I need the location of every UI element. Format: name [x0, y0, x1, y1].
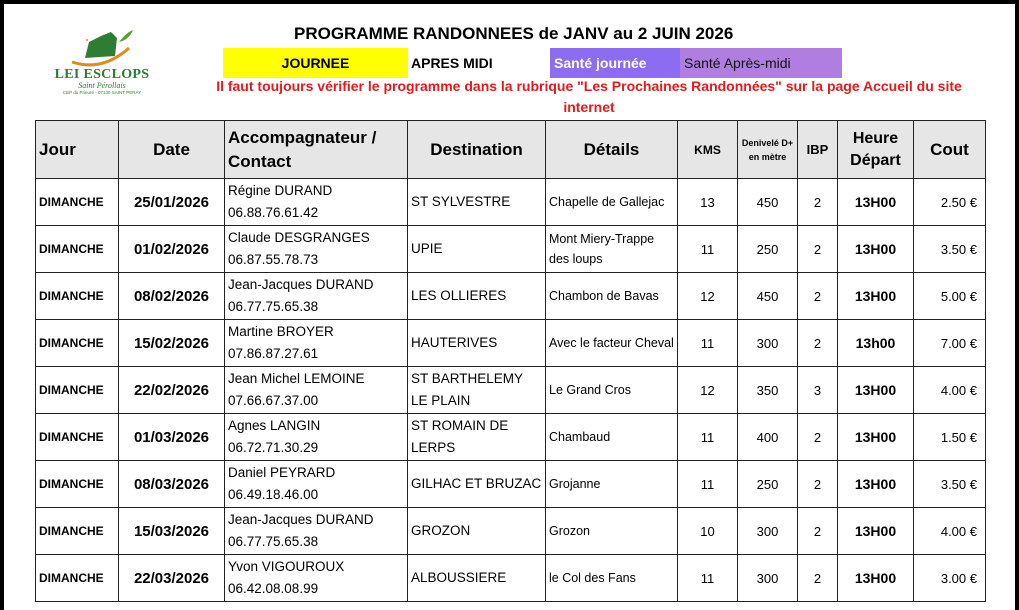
table-row — [36, 414, 986, 461]
table-row — [36, 273, 986, 320]
cout-cell: 7.00 € — [914, 320, 986, 367]
header-date: Date — [119, 121, 225, 179]
contact-name: Régine DURAND — [228, 183, 333, 198]
accompagnateur-cell — [225, 461, 408, 508]
date-cell: 25/01/2026 — [119, 179, 225, 226]
contact-phone: 07.86.87.27.61 — [228, 346, 319, 361]
heure-cell: 13H00 — [838, 367, 914, 414]
header-jour: Jour — [36, 121, 119, 179]
contact-phone: 06.42.08.08.99 — [228, 581, 319, 596]
header-ibp: IBP — [798, 121, 838, 179]
details-cell: Le Grand Cros — [546, 367, 678, 414]
hike-schedule-table — [35, 120, 986, 602]
jour-cell: DIMANCHE — [36, 508, 119, 555]
page-title: PROGRAMME RANDONNEES de JANV au 2 JUIN 2026 — [294, 24, 734, 43]
cout-cell: 3.50 € — [914, 226, 986, 273]
cout-cell: 1.50 € — [914, 414, 986, 461]
accompagnateur-cell — [225, 414, 408, 461]
contact-name: Jean Michel LEMOINE — [228, 371, 365, 386]
destination-cell: HAUTERIVES — [408, 320, 546, 367]
contact-name: Agnes LANGIN — [228, 418, 321, 433]
destination-cell: UPIE — [408, 226, 546, 273]
heure-cell: 13H00 — [838, 226, 914, 273]
club-logo — [42, 28, 162, 103]
contact-name: Yvon VIGOUROUX — [228, 559, 345, 574]
contact-phone: 06.77.75.65.38 — [228, 299, 319, 314]
contact-phone: 06.77.75.65.38 — [228, 534, 319, 549]
table-row — [36, 555, 986, 602]
cout-cell: 2.50 € — [914, 179, 986, 226]
date-cell: 08/02/2026 — [119, 273, 225, 320]
heure-cell: 13H00 — [838, 179, 914, 226]
details-cell: Mont Miery-Trappe des loups — [546, 226, 678, 273]
kms-cell: 13 — [678, 179, 738, 226]
logo-address: CEP du Prieuré - 07130 SAINT PERAY — [62, 90, 142, 95]
kms-cell: 11 — [678, 555, 738, 602]
destination-cell: GILHAC ET BRUZAC — [408, 461, 546, 508]
contact-name: Claude DESGRANGES — [228, 230, 370, 245]
legend-journee: JOURNEE — [223, 48, 408, 78]
jour-cell: DIMANCHE — [36, 367, 119, 414]
heure-cell: 13H00 — [838, 414, 914, 461]
table-row — [36, 179, 986, 226]
denivele-cell: 450 — [738, 273, 798, 320]
ibp-cell: 2 — [798, 414, 838, 461]
denivele-cell: 300 — [738, 320, 798, 367]
table-row — [36, 508, 986, 555]
warning-notice: Il faut toujours vérifier le programme dans la rubrique "Les Prochaines Randonnées" sur la page Accueil du site internet — [216, 78, 962, 115]
jour-cell: DIMANCHE — [36, 414, 119, 461]
kms-cell: 12 — [678, 273, 738, 320]
accompagnateur-cell — [225, 179, 408, 226]
details-cell: Grojanne — [546, 461, 678, 508]
destination-cell: LES OLLIERES — [408, 273, 546, 320]
table-row — [36, 367, 986, 414]
denivele-cell: 250 — [738, 226, 798, 273]
denivele-cell: 300 — [738, 555, 798, 602]
logo-subtitle: Saint Pérollais — [78, 81, 126, 90]
jour-cell: DIMANCHE — [36, 461, 119, 508]
jour-cell: DIMANCHE — [36, 226, 119, 273]
details-cell: Chapelle de Gallejac — [546, 179, 678, 226]
date-cell: 08/03/2026 — [119, 461, 225, 508]
details-cell: le Col des Fans — [546, 555, 678, 602]
heure-cell: 13H00 — [838, 555, 914, 602]
heure-cell: 13H00 — [838, 273, 914, 320]
ibp-cell: 2 — [798, 461, 838, 508]
date-cell: 22/03/2026 — [119, 555, 225, 602]
date-cell: 15/02/2026 — [119, 320, 225, 367]
kms-cell: 11 — [678, 414, 738, 461]
header-denivele: Denivelé D+ en mètre — [738, 121, 798, 179]
ibp-cell: 2 — [798, 179, 838, 226]
details-cell: Grozon — [546, 508, 678, 555]
table-row — [36, 226, 986, 273]
details-cell: Chambaud — [546, 414, 678, 461]
date-cell: 22/02/2026 — [119, 367, 225, 414]
destination-cell: ST SYLVESTRE — [408, 179, 546, 226]
heure-cell: 13H00 — [838, 461, 914, 508]
cout-cell: 4.00 € — [914, 367, 986, 414]
header-heure-depart: Heure Départ — [838, 121, 914, 179]
legend-sante-journee: Santé journée — [550, 48, 680, 78]
cout-cell: 3.50 € — [914, 461, 986, 508]
logo-name: LEI ESCLOPS — [54, 67, 150, 82]
contact-phone: 07.66.67.37.00 — [228, 393, 319, 408]
destination-cell: ST BARTHELEMY LE PLAIN — [408, 367, 546, 414]
cout-cell: 5.00 € — [914, 273, 986, 320]
kms-cell: 11 — [678, 320, 738, 367]
kms-cell: 11 — [678, 226, 738, 273]
contact-phone: 06.49.18.46.00 — [228, 487, 319, 502]
document-page — [4, 4, 1015, 610]
heure-cell: 13h00 — [838, 320, 914, 367]
date-cell: 01/02/2026 — [119, 226, 225, 273]
destination-cell: ST ROMAIN DE LERPS — [408, 414, 546, 461]
denivele-cell: 250 — [738, 461, 798, 508]
destination-cell: GROZON — [408, 508, 546, 555]
legend-sante-apres-midi: Santé Après-midi — [680, 48, 842, 78]
kms-cell: 11 — [678, 461, 738, 508]
contact-name: Jean-Jacques DURAND — [228, 512, 374, 527]
accompagnateur-cell — [225, 226, 408, 273]
jour-cell: DIMANCHE — [36, 555, 119, 602]
hikers-logo-icon — [67, 28, 137, 68]
contact-phone: 06.88.76.61.42 — [228, 205, 319, 220]
contact-name: Daniel PEYRARD — [228, 465, 336, 480]
date-cell: 01/03/2026 — [119, 414, 225, 461]
contact-name: Martine BROYER — [228, 324, 334, 339]
table-row — [36, 320, 986, 367]
accompagnateur-cell — [225, 508, 408, 555]
header-kms: KMS — [678, 121, 738, 179]
cout-cell: 3.00 € — [914, 555, 986, 602]
accompagnateur-cell — [225, 320, 408, 367]
ibp-cell: 2 — [798, 508, 838, 555]
details-cell: Chambon de Bavas — [546, 273, 678, 320]
ibp-cell: 2 — [798, 320, 838, 367]
ibp-cell: 3 — [798, 367, 838, 414]
details-cell: Avec le facteur Cheval — [546, 320, 678, 367]
jour-cell: DIMANCHE — [36, 273, 119, 320]
jour-cell: DIMANCHE — [36, 179, 119, 226]
cout-cell: 4.00 € — [914, 508, 986, 555]
legend-apres-midi: APRES MIDI — [411, 55, 493, 71]
header-destination: Destination — [408, 121, 546, 179]
ibp-cell: 2 — [798, 555, 838, 602]
header-accompagnateur: Accompagnateur / Contact — [225, 121, 408, 179]
header-cout: Cout — [914, 121, 986, 179]
denivele-cell: 450 — [738, 179, 798, 226]
accompagnateur-cell — [225, 555, 408, 602]
kms-cell: 10 — [678, 508, 738, 555]
ibp-cell: 2 — [798, 273, 838, 320]
contact-phone: 06.87.55.78.73 — [228, 252, 319, 267]
heure-cell: 13H00 — [838, 508, 914, 555]
denivele-cell: 350 — [738, 367, 798, 414]
table-header-row — [36, 121, 986, 179]
ibp-cell: 2 — [798, 226, 838, 273]
destination-cell: ALBOUSSIERE — [408, 555, 546, 602]
denivele-cell: 400 — [738, 414, 798, 461]
denivele-cell: 300 — [738, 508, 798, 555]
kms-cell: 12 — [678, 367, 738, 414]
accompagnateur-cell — [225, 273, 408, 320]
table-row — [36, 461, 986, 508]
contact-name: Jean-Jacques DURAND — [228, 277, 374, 292]
contact-phone: 06.72.71.30.29 — [228, 440, 319, 455]
jour-cell: DIMANCHE — [36, 320, 119, 367]
accompagnateur-cell — [225, 367, 408, 414]
date-cell: 15/03/2026 — [119, 508, 225, 555]
header-details: Détails — [546, 121, 678, 179]
